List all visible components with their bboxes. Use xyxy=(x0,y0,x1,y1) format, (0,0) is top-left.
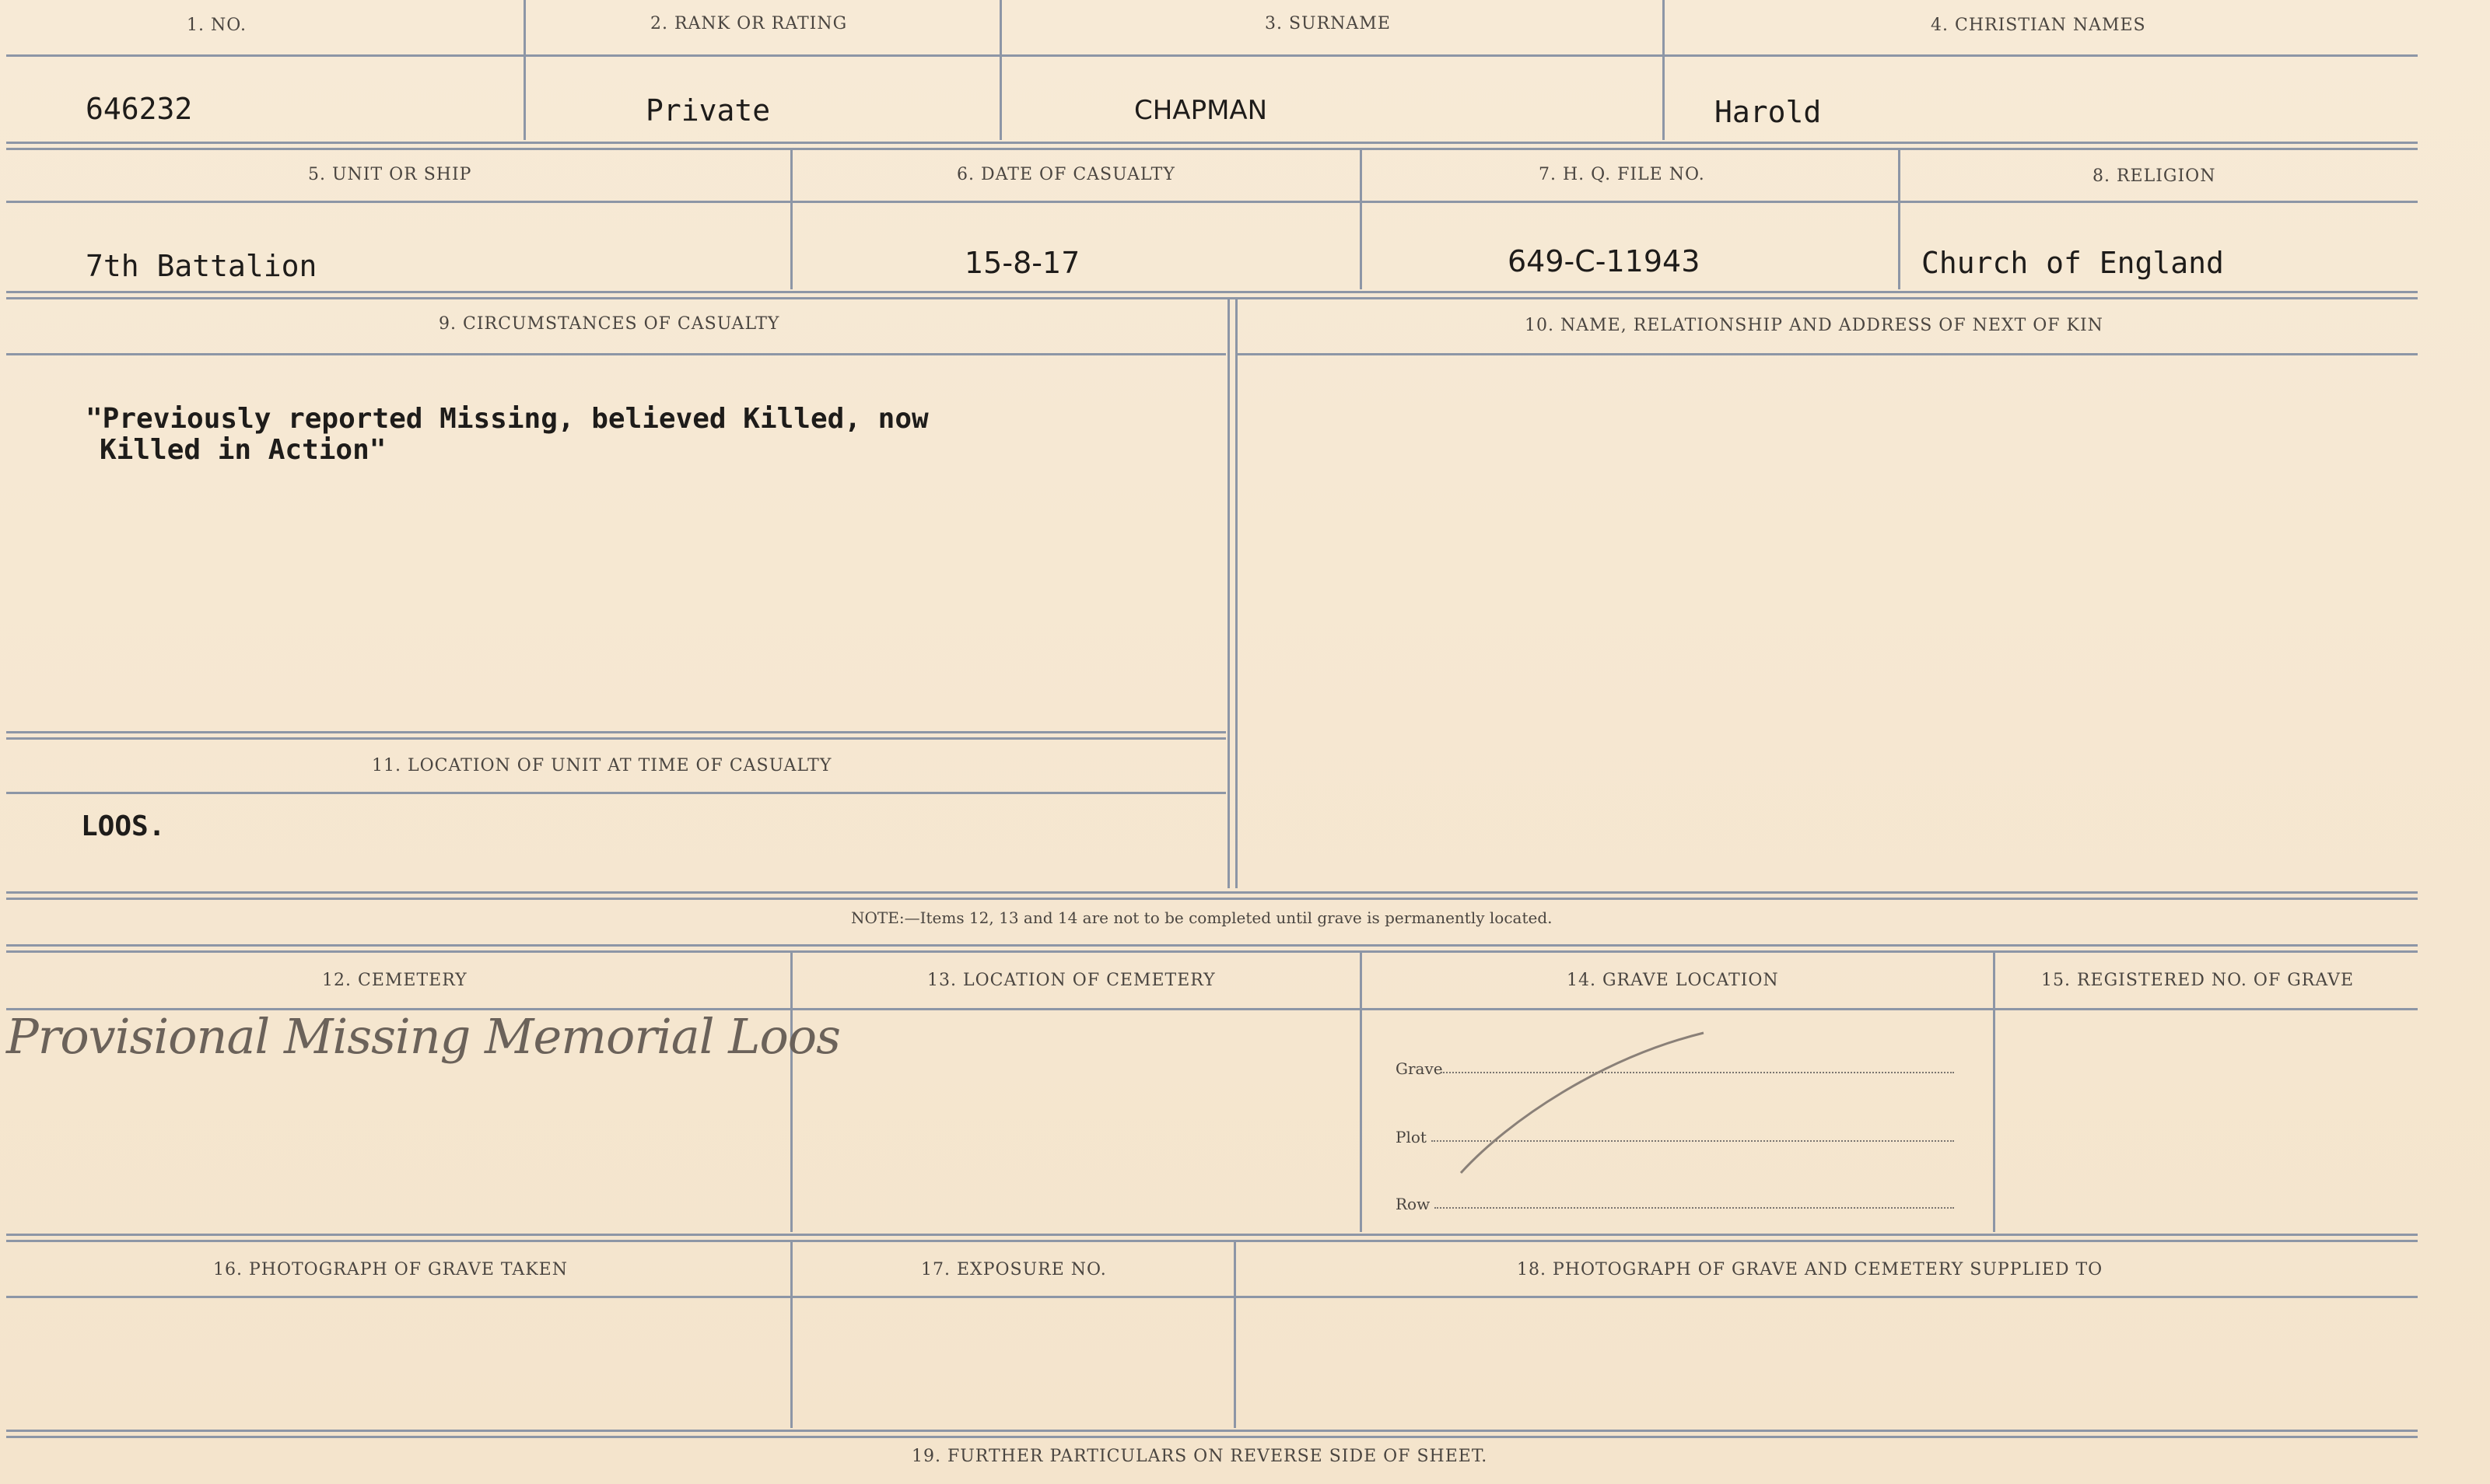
value-location-of-unit: LOOS. xyxy=(81,810,166,842)
label-row: Row xyxy=(1396,1195,1431,1213)
label-grave-location: 14. GRAVE LOCATION xyxy=(1567,971,1779,990)
label-location-of-cemetery: 13. LOCATION OF CEMETERY xyxy=(927,971,1216,990)
rule xyxy=(6,353,1226,355)
label-rank: 2. RANK OR RATING xyxy=(650,14,848,33)
row-dotted-line xyxy=(1434,1207,1954,1209)
label-grave: Grave xyxy=(1396,1059,1443,1078)
value-circumstances-line1: "Previously reported Missing, believed Killed, now xyxy=(86,403,929,435)
rule xyxy=(6,731,1226,740)
rule xyxy=(790,148,793,289)
rule xyxy=(1662,0,1665,140)
label-date: 6. DATE OF CASUALTY xyxy=(957,165,1175,184)
rule xyxy=(6,1234,2418,1242)
rule xyxy=(790,1241,793,1428)
rule xyxy=(6,891,2418,900)
rule xyxy=(6,201,2418,203)
rule xyxy=(6,944,2418,953)
value-hq-file: 649-C-11943 xyxy=(1508,244,1700,278)
rule xyxy=(1993,950,1995,1232)
pencil-strike xyxy=(1447,1027,1727,1182)
value-rank: Private xyxy=(646,93,771,128)
rule xyxy=(790,950,793,1232)
rule xyxy=(524,0,526,140)
rule xyxy=(1360,148,1362,289)
label-unit: 5. UNIT OR SHIP xyxy=(308,165,472,184)
rule xyxy=(1234,1241,1236,1428)
value-unit: 7th Battalion xyxy=(86,249,317,283)
rule xyxy=(1237,353,2418,355)
label-circumstances: 9. CIRCUMSTANCES OF CASUALTY xyxy=(439,314,780,334)
label-religion: 8. RELIGION xyxy=(2093,166,2216,186)
label-photograph-supplied: 18. PHOTOGRAPH OF GRAVE AND CEMETERY SUPPLIED TO xyxy=(1517,1260,2103,1279)
label-location-of-unit: 11. LOCATION OF UNIT AT TIME OF CASUALTY xyxy=(372,756,832,775)
label-cemetery: 12. CEMETERY xyxy=(322,971,468,990)
rule xyxy=(6,142,2418,150)
rule xyxy=(1227,297,1230,888)
rule xyxy=(1898,148,1900,289)
label-surname: 3. SURNAME xyxy=(1265,14,1391,33)
value-no: 646232 xyxy=(86,92,193,126)
value-circumstances-line2: Killed in Action" xyxy=(100,434,387,466)
rule xyxy=(6,792,1226,794)
rule xyxy=(1360,950,1362,1232)
value-cemetery-handwritten: Provisional Missing Memorial Loos xyxy=(6,1008,840,1065)
label-photograph-taken: 16. PHOTOGRAPH OF GRAVE TAKEN xyxy=(213,1260,568,1279)
label-registered-no: 15. REGISTERED NO. OF GRAVE xyxy=(2041,971,2355,990)
label-next-of-kin: 10. NAME, RELATIONSHIP AND ADDRESS OF NEXT OF KIN xyxy=(1525,316,2103,335)
rule xyxy=(6,1430,2418,1438)
label-further-particulars: 19. FURTHER PARTICULARS ON REVERSE SIDE OF SHEET. xyxy=(912,1447,1488,1466)
rule xyxy=(6,291,2418,299)
label-hq-file: 7. H. Q. FILE NO. xyxy=(1539,165,1705,184)
value-religion: Church of England xyxy=(1921,246,2224,280)
rule xyxy=(6,1296,2418,1298)
note-text: NOTE:—Items 12, 13 and 14 are not to be completed until grave is permanently located. xyxy=(851,908,1553,927)
label-exposure-no: 17. EXPOSURE NO. xyxy=(921,1260,1107,1279)
rule xyxy=(1000,0,1002,140)
label-no: 1. NO. xyxy=(187,16,247,35)
value-christian-names: Harold xyxy=(1714,95,1822,129)
value-date: 15-8-17 xyxy=(965,246,1080,280)
pencil-stroke xyxy=(1461,1033,1704,1173)
rule xyxy=(6,54,2418,57)
rule xyxy=(1235,297,1238,888)
value-surname: CHAPMAN xyxy=(1134,95,1268,126)
label-plot: Plot xyxy=(1396,1128,1427,1146)
label-christian-names: 4. CHRISTIAN NAMES xyxy=(1931,16,2146,35)
